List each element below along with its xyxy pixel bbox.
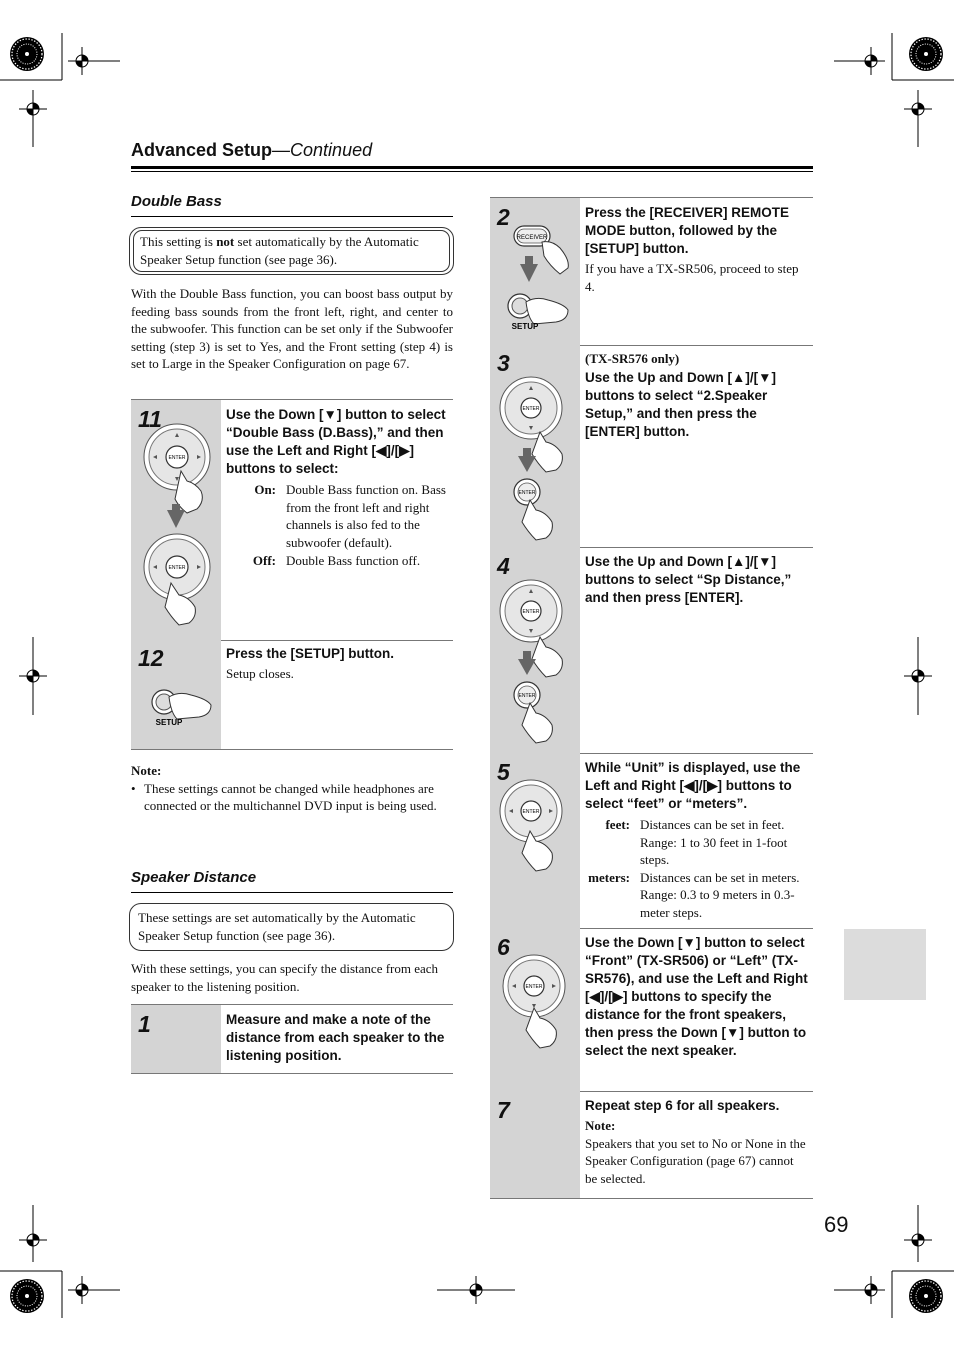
setup-label: SETUP	[511, 322, 539, 331]
header-rule	[131, 166, 813, 169]
double-bass-rule	[131, 216, 453, 217]
svg-text:ENTER: ENTER	[522, 406, 540, 412]
step-text: Setup closes.	[226, 666, 294, 681]
speaker-distance-heading: Speaker Distance	[131, 869, 257, 886]
step-instruction: Use the Down [▼] button to select “Double Bass (D.Bass),” and then use the Left and Right [◀]/[▶] buttons to select:	[226, 407, 446, 476]
model-note: (TX-SR576 only)	[585, 351, 680, 366]
step-instruction: Measure and make a note of the distance from each speaker to the listening position.	[226, 1012, 445, 1063]
step-6	[490, 928, 813, 1092]
speaker-distance-intro: With these settings, you can specify the distance from each speaker to the listening position.	[131, 961, 439, 994]
step-number: 3	[497, 350, 510, 376]
step-7	[490, 1091, 813, 1199]
step-instruction: While “Unit” is displayed, use the Left and Right [◀]/[▶] buttons to select “feet” or “meters”.	[585, 760, 801, 811]
svg-text:ENTER: ENTER	[522, 809, 540, 815]
step-instruction: Use the Up and Down [▲]/[▼] buttons to select “Sp Distance,” and then press [ENTER].	[585, 554, 792, 605]
remote-dpad-illustration	[131, 400, 221, 640]
step-3	[490, 344, 813, 548]
arrow-down-icon	[518, 456, 536, 472]
step-number: 4	[497, 553, 510, 579]
step-1	[131, 1004, 453, 1074]
step-number: 1	[138, 1011, 151, 1037]
step-number: 12	[138, 645, 164, 671]
double-bass-note-box: This setting is not set automatically by the Automatic Speaker Setup function (see page 36).	[133, 230, 450, 272]
step-12	[131, 639, 453, 750]
note-label: Note:	[131, 763, 162, 778]
header-title: Advanced Setup	[131, 140, 273, 160]
enter-label: ENTER	[518, 693, 536, 699]
step-text: If you have a TX-SR506, proceed to step 4.	[585, 261, 799, 294]
section-thumb-tab	[844, 929, 926, 1000]
svg-text:ENTER: ENTER	[525, 984, 543, 990]
option-on: On: Double Bass function on. Bass from the front left and right channels is also fed to the subwoofer (default).	[254, 482, 446, 550]
setup-label: SETUP	[155, 718, 183, 727]
option-feet: feet: Distances can be set in feet. Range: 1 to 30 feet in 1-foot steps.	[605, 817, 788, 867]
svg-text:ENTER: ENTER	[522, 609, 540, 615]
double-bass-intro: With the Double Bass function, you can boost bass output by feeding bass sounds from the front left, right, and center to the subwoofer. This function can be set only if the Subwoofer setting (step 3) is set to Yes, and the Front setting (step 4) is set to Large in the Speaker Configuration on page 67.	[131, 286, 453, 372]
speaker-distance-note-box: These settings are set automatically by the Automatic Speaker Setup function (see page 36).	[129, 903, 454, 951]
speaker-distance-rule	[131, 892, 453, 893]
note-text: Speakers that you set to No or None in the Speaker Configuration (page 67) cannot be selected.	[585, 1135, 806, 1186]
option-off: Off: Double Bass function off.	[252, 553, 421, 568]
step-illustration-panel	[131, 400, 221, 640]
receiver-label: RECEIVER	[516, 235, 548, 241]
arrow-down-icon	[167, 510, 185, 528]
enter-label: ENTER	[518, 490, 536, 496]
double-bass-heading: Double Bass	[131, 193, 222, 210]
arrow-down-icon	[518, 659, 536, 675]
step-number: 2	[497, 204, 510, 230]
note-item: • These settings cannot be changed while headphones are connected or the multichannel DVD input is being used.	[131, 780, 437, 814]
emphasis-not: not	[216, 234, 235, 249]
step-11	[131, 399, 453, 641]
step-instruction: Repeat step 6 for all speakers.	[585, 1098, 780, 1113]
page-header	[131, 140, 372, 161]
note-label: Note:	[585, 1118, 616, 1133]
option-meters: meters: Distances can be set in meters. Range: 0.3 to 9 meters in 0.3-meter steps.	[588, 869, 800, 920]
step-number: 6	[497, 934, 510, 960]
double-bass-note	[131, 762, 453, 815]
option-list	[585, 816, 809, 921]
header-continued: —Continued	[272, 140, 373, 160]
step-number: 7	[497, 1097, 510, 1123]
arrow-down-icon	[520, 264, 538, 282]
step-number: 5	[497, 759, 510, 785]
step-number: 11	[138, 406, 162, 432]
option-list	[226, 481, 449, 570]
step-2	[490, 197, 813, 346]
svg-text:ENTER: ENTER	[168, 565, 186, 571]
step-5	[490, 753, 813, 929]
step-instruction: Use the Down [▼] button to select “Front” (TX-SR506) or “Left” (TX-SR576), and use the Left and Right [◀]/[▶] buttons to specify the distance for the front speakers, then press the Down [▼] button to select the next speaker.	[585, 935, 808, 1058]
header-rule-thin	[131, 171, 813, 172]
step-instruction: Use the Up and Down [▲]/[▼] buttons to select “2.Speaker Setup,” and then press the [ENTER] button.	[585, 369, 776, 439]
step-instruction: Press the [RECEIVER] REMOTE MODE button, followed by the [SETUP] button.	[585, 205, 790, 256]
step-instruction: Press the [SETUP] button.	[226, 646, 395, 661]
svg-text:ENTER: ENTER	[168, 455, 186, 461]
page-number: 69	[824, 1212, 849, 1237]
step-4	[490, 547, 813, 754]
